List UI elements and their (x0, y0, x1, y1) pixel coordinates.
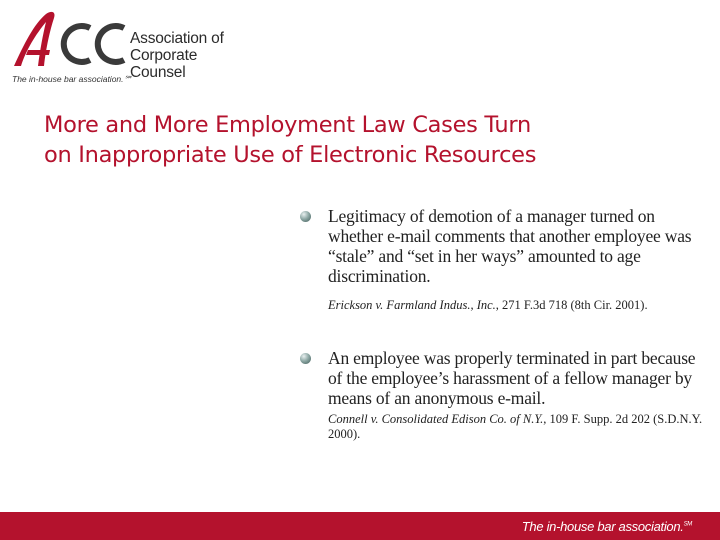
logo-org-line2: Corporate Counsel (130, 47, 198, 81)
logo-org-line1: Association of (130, 30, 224, 47)
bullet-text: Legitimacy of demotion of a manager turned on whether e-mail comments that another employee was “stale” and “set in her ways” amounted to age discrimination. (328, 206, 692, 286)
footer-tagline (522, 519, 692, 534)
footer-tagline-text: The in-house bar association. (521, 519, 684, 534)
acc-logo (10, 8, 250, 84)
slide-title-line1: More and More Employment Law Cases Turn (44, 112, 531, 138)
slide-title-line2: on Inappropriate Use of Electronic Resources (44, 142, 537, 168)
acc-logo-mark (10, 8, 128, 72)
case-name: Erickson v. Farmland Indus., Inc. (328, 298, 496, 312)
case-name: Connell v. Consolidated Edison Co. of N.Y. (328, 412, 544, 426)
footer-bar (0, 512, 720, 540)
service-mark: SM (683, 521, 692, 528)
bullet-marker-icon (300, 353, 311, 364)
bullet-text: An employee was properly terminated in part because of the employee’s harassment of a fellow manager by means of an anonymous e-mail. (328, 348, 696, 408)
bullet-item (300, 348, 708, 442)
slide-title (44, 110, 684, 170)
case-reference: , 271 F.3d 718 (8th Cir. 2001). (495, 298, 648, 312)
bullet-item (300, 206, 708, 313)
logo-tagline: The in-house bar association.℠ (12, 74, 133, 84)
case-reference: , 109 F. Supp. 2d 202 (S.D.N.Y. 2000). (328, 412, 703, 441)
case-citation (328, 298, 708, 313)
bullet-marker-icon (300, 211, 311, 222)
case-citation (328, 412, 708, 442)
logo-org-name (130, 30, 250, 81)
